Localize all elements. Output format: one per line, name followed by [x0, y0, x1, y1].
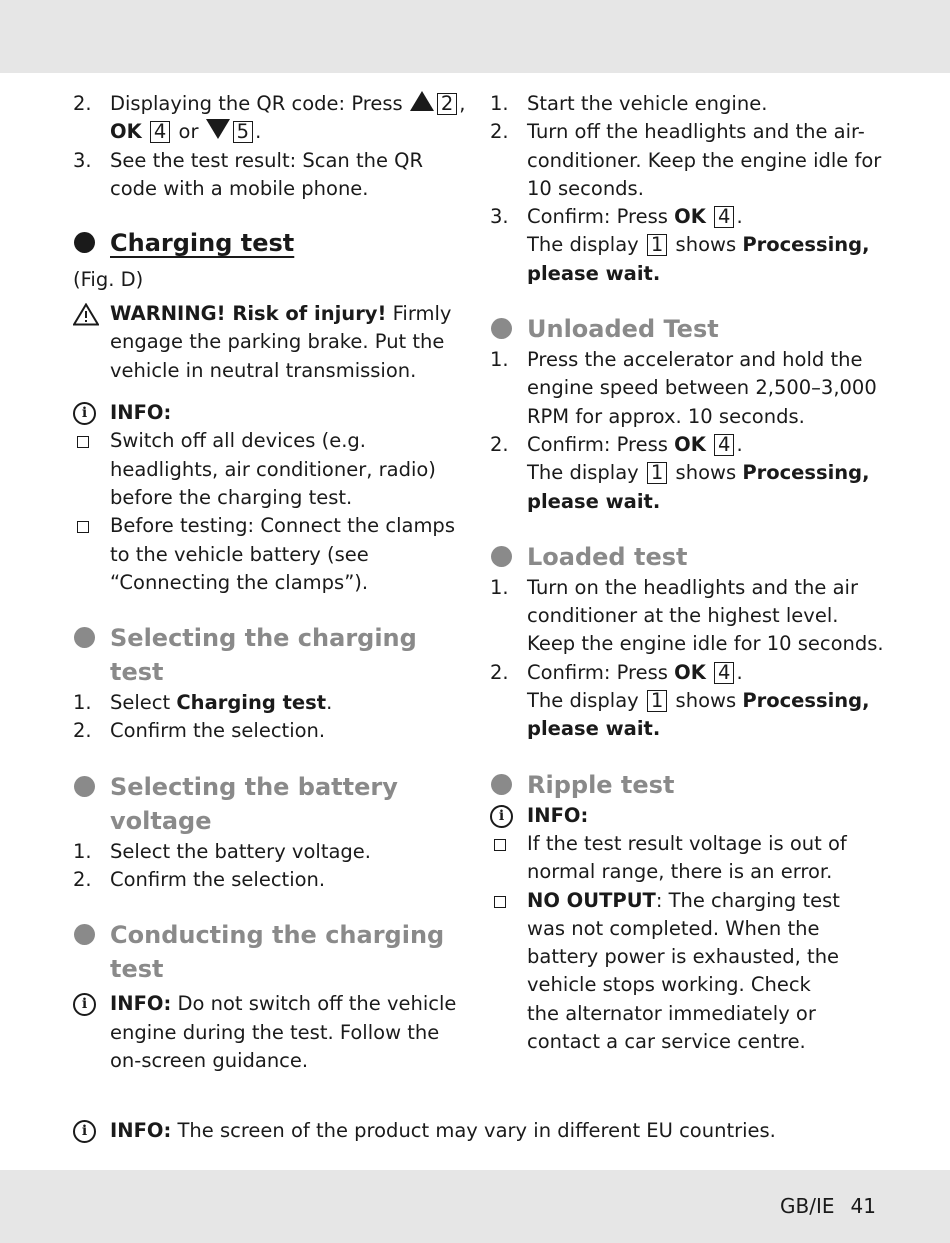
button-ref-4: 4: [714, 434, 734, 456]
qr-step-3: 3. See the test result: Scan the QR code with a mobile phone.: [73, 148, 424, 200]
warning-triangle-icon: [73, 303, 99, 326]
button-ref-5: 5: [233, 121, 253, 143]
list-item: 2. Turn off the headlights and the air-conditioner. Keep the engine idle for 10 seconds.: [490, 120, 882, 200]
list-item: 2. Confirm: Press OK 4 . The display 1 shows Processing, please wait.: [490, 660, 870, 741]
unloaded-test-heading: Unloaded Test: [490, 312, 885, 346]
bullet-dot-icon: [491, 318, 512, 339]
triangle-up-icon: [409, 90, 435, 112]
list-item: 2. Confirm the selection.: [73, 719, 326, 743]
left-column: [73, 90, 468, 1075]
checkbox-bullet-icon: [494, 839, 506, 851]
page-number: 41: [850, 1194, 876, 1218]
info-heading-3: i INFO:: [490, 802, 885, 830]
region-label: GB/IE: [780, 1194, 835, 1218]
list-item: If the test result voltage is out of normal range, there is an error.: [490, 830, 885, 887]
footnote-info: i INFO: The screen of the product may vary in different EU countries.: [73, 1117, 930, 1145]
conducting-charging-test-heading: Conducting the charging test: [73, 918, 450, 986]
triangle-down-icon: [205, 118, 231, 140]
button-ref-4: 4: [714, 662, 734, 684]
checkbox-bullet-icon: [494, 896, 506, 908]
info-notice-2: i INFO: Do not switch off the vehicle engine during the test. Follow the on-screen guidance.: [73, 990, 468, 1075]
bullet-dot-icon: [74, 776, 95, 797]
checkbox-bullet-icon: [77, 436, 89, 448]
display-ref-1: 1: [647, 690, 667, 712]
charging-test-heading: Charging test: [73, 226, 468, 260]
loaded-test-heading: Loaded test: [490, 540, 885, 574]
list-item: 1. Select the battery voltage.: [73, 839, 371, 863]
display-ref-1: 1: [647, 234, 667, 256]
qr-step-2: 2. Displaying the QR code: Press 2 , OK 4 or 5 .: [73, 92, 466, 144]
display-ref-1: 1: [647, 462, 667, 484]
button-ref-4: 4: [150, 121, 170, 143]
bullet-dot-icon: [74, 627, 95, 648]
figure-reference: (Fig. D): [73, 268, 144, 292]
list-item: 1. Select Charging test.: [73, 691, 333, 715]
page-footer: [780, 1194, 876, 1218]
info-icon: i: [73, 993, 96, 1016]
bullet-dot-icon: [491, 774, 512, 795]
info-icon: i: [73, 402, 96, 425]
ripple-test-heading: Ripple test: [490, 768, 885, 802]
bullet-dot-icon: [491, 546, 512, 567]
info-icon: i: [73, 1120, 96, 1143]
info-heading-1: i INFO:: [73, 399, 468, 427]
list-item: 1. Start the vehicle engine.: [490, 92, 768, 115]
list-item: 3. Confirm: Press OK 4 . The display 1 shows Processing, please wait.: [490, 205, 870, 285]
list-item: Before testing: Connect the clamps to the vehicle battery (see “Connecting the clamps”).: [73, 512, 468, 597]
top-band: [0, 0, 950, 73]
bullet-dot-icon: [74, 924, 95, 945]
info-icon: i: [490, 805, 513, 828]
button-ref-2: 2: [437, 93, 457, 115]
checkbox-bullet-icon: [77, 521, 89, 533]
list-item: 2. Confirm: Press OK 4 . The display 1 shows Processing, please wait.: [490, 432, 870, 513]
button-ref-4: 4: [714, 206, 734, 228]
selecting-battery-voltage-heading: Selecting the battery voltage: [73, 770, 410, 838]
list-item: 2. Confirm the selection.: [73, 868, 326, 892]
list-item: NO OUTPUT: The charging test was not completed. When the battery power is exhausted, the vehicle stops working. Check the alternator immediately or contact a car service centre.: [490, 887, 842, 1057]
list-item: Switch off all devices (e.g. headlights, air conditioner, radio) before the charging test.: [73, 427, 468, 512]
bullet-dot-icon: [74, 232, 95, 253]
right-column: [490, 90, 885, 1056]
warning-notice: WARNING! Risk of injury! Firmly engage the parking brake. Put the vehicle in neutral transmission.: [73, 300, 468, 385]
list-item: 1. Turn on the headlights and the air conditioner at the highest level. Keep the engine idle for 10 seconds.: [490, 575, 884, 656]
selecting-charging-test-heading: Selecting the charging test: [73, 621, 468, 689]
list-item: 1. Press the accelerator and hold the engine speed between 2,500–3,000 RPM for approx. 10 seconds.: [490, 348, 877, 428]
